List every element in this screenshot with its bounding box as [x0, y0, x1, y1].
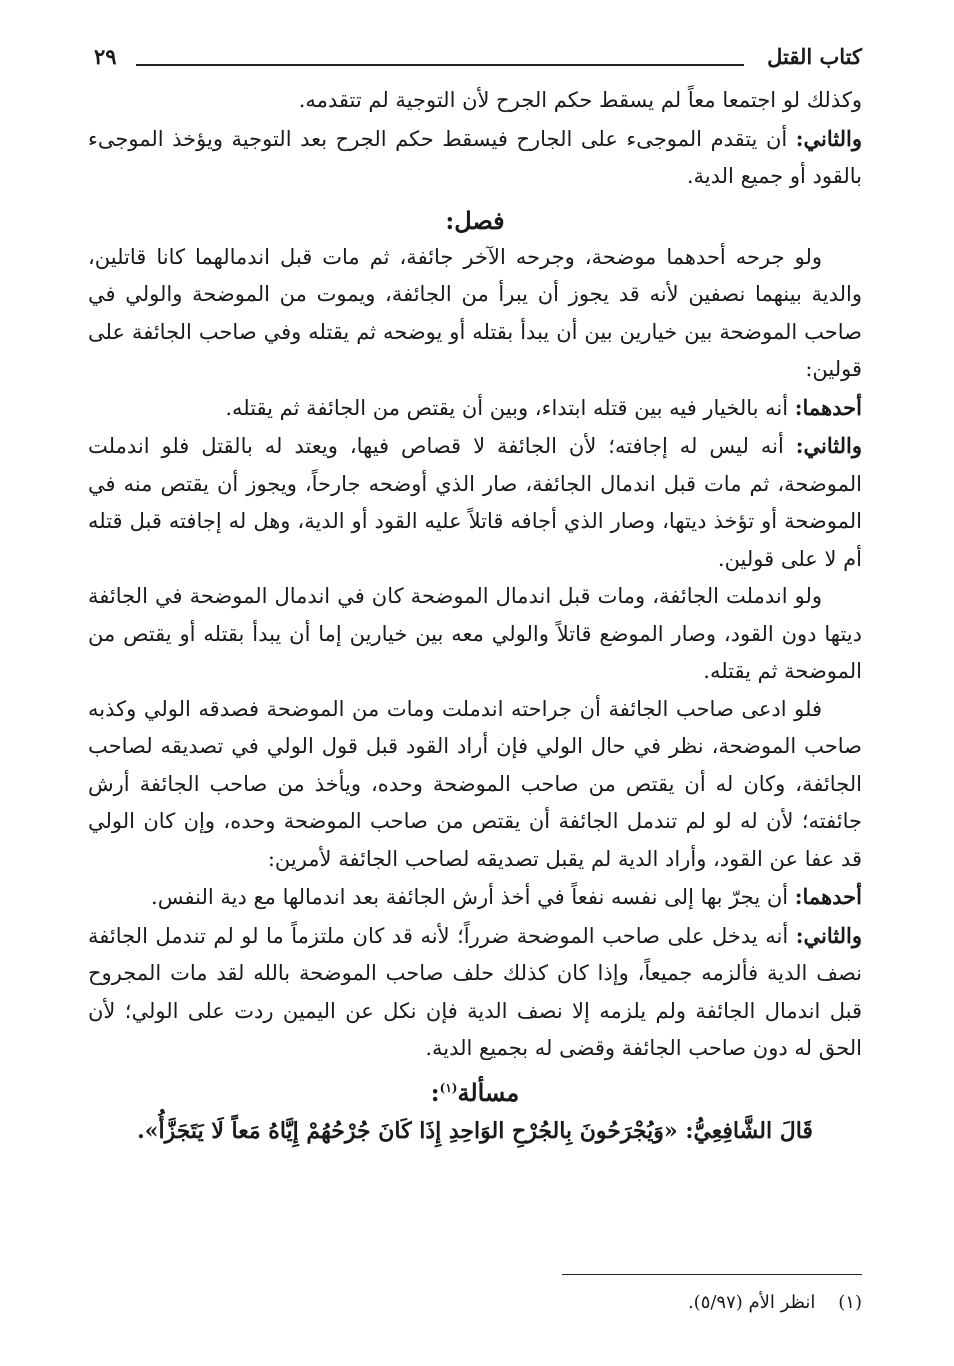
paragraph-text: أن يجرّ بها إلى نفسه نفعاً في أخذ أرش الجائفة بعد اندمالها مع دية النفس.	[151, 885, 795, 909]
paragraph-text: أنه بالخيار فيه بين قتله ابتداء، وبين أن يقتص من الجائفة ثم يقتله.	[225, 395, 795, 420]
footnote-marker: (١)	[838, 1292, 862, 1313]
paragraph	[88, 878, 862, 917]
document-page	[88, 42, 862, 1313]
paragraph-lead: والثاني:	[795, 433, 862, 458]
paragraph	[88, 389, 862, 428]
section-heading: فصل:	[445, 205, 505, 235]
paragraph-text: أنه يدخل على صاحب الموضحة ضرراً؛ لأنه قد كان ملتزماً ما لو لم تندمل الجائفة نصف الدية فألزمه جميعاً، وإذا كان كذلك حلف صاحب الموضحة بالله لقد مات المجروح قبل اندمال الجائفة ولم يلزمه إلا نصف الدية فإن نكل عن اليمين ردت على الولي؛ لأن الحق له دون صاحب الجائفة وقضى له بجميع الدية.	[88, 923, 862, 1060]
footnote-divider	[562, 1274, 862, 1275]
paragraph: فلو ادعى صاحب الجائفة أن جراحته اندملت ومات من الموضحة فصدقه الولي وكذبه صاحب الموضحة، نظر في حال الولي فإن أراد القود قبل قول الولي في تصديقه لصاحب الجائفة، وكان له أن يقتص من صاحب الموضحة وحده، ويأخذ من صاحب الجائفة أرش جائفته؛ لأن له لو لم تندمل الجائفة أن يقتص من صاحب الموضحة وحده، وإن كان الولي قد عفا عن القود، وأراد الدية لم يقبل تصديقه لصاحب الجائفة لأمرين:	[88, 696, 862, 871]
paragraph	[88, 120, 862, 196]
footnote-reference: (١)	[439, 1080, 458, 1095]
paragraph-lead: أحدهما:	[794, 884, 862, 909]
chapter-title: كتاب القتل	[767, 44, 862, 69]
header-rule	[136, 64, 744, 66]
paragraph-lead: والثاني:	[795, 125, 862, 151]
paragraph-lead: والثاني:	[795, 922, 862, 948]
paragraph	[88, 427, 862, 578]
paragraph-lead: أحدهما:	[794, 394, 862, 420]
shafii-quote: قَالَ الشَّافِعِيُّ: «وَيُجْرَحُونَ بِالجُرْحِ الوَاحِدِ إِذَا كَانَ جُرْحُهُمْ إِيَّاهُ مَعاً لَا يَتَجَزَّأُ».	[137, 1117, 813, 1144]
footnote	[688, 1292, 862, 1313]
page-number: ٢٩	[94, 44, 117, 69]
footnote-text: انظر الأم (٥/٩٧).	[687, 1292, 816, 1313]
issue-heading: مسألة$^{(١)}$:	[430, 1077, 520, 1107]
paragraph: ولو جرحه أحدهما موضحة، وجرحه الآخر جائفة، ثم مات قبل اندمالهما كانا قاتلين، والدية بينهما نصفين لأنه قد يجوز أن يبرأ من الجائفة، ويموت من الموضحة والولي في صاحب الموضحة بين خيارين بين أن يبدأ بقتله أو يوضحه ثم يقتله وفي صاحب الجائفة على قولين:	[88, 244, 862, 381]
issue-heading-text: مسألة	[457, 1077, 520, 1107]
paragraph: ولو اندملت الجائفة، ومات قبل اندمال الموضحة كان في اندمال الموضحة في الجائفة ديتها دون القود، وصار الموضع قاتلاً والولي معه بين خيارين إما أن يبدأ بقتله أو يقتص من الموضحة ثم يقتله.	[88, 584, 862, 683]
page-header	[88, 42, 862, 82]
paragraph	[88, 917, 862, 1068]
paragraph-text: أن يتقدم الموجىء على الجارح فيسقط حكم الجرح بعد التوجية ويؤخذ الموجىء بالقود أو جميع الدية.	[88, 126, 862, 188]
paragraph: وكذلك لو اجتمعا معاً لم يسقط حكم الجرح لأن التوجية لم تتقدمه.	[298, 88, 862, 112]
paragraph-text: أنه ليس له إجافته؛ لأن الجائفة لا قصاص فيها، ويعتد له بالقتل فلو اندملت الموضحة، ثم مات قبل اندمال الجائفة، صار الذي أوضحه جارحاً، ويجوز أن يقتص منه في الموضحة أو تؤخذ ديتها، وصار الذي أجافه قاتلاً عليه القود أو الدية، وهل له إجافته قبل قتله أم لا على قولين.	[88, 434, 862, 571]
